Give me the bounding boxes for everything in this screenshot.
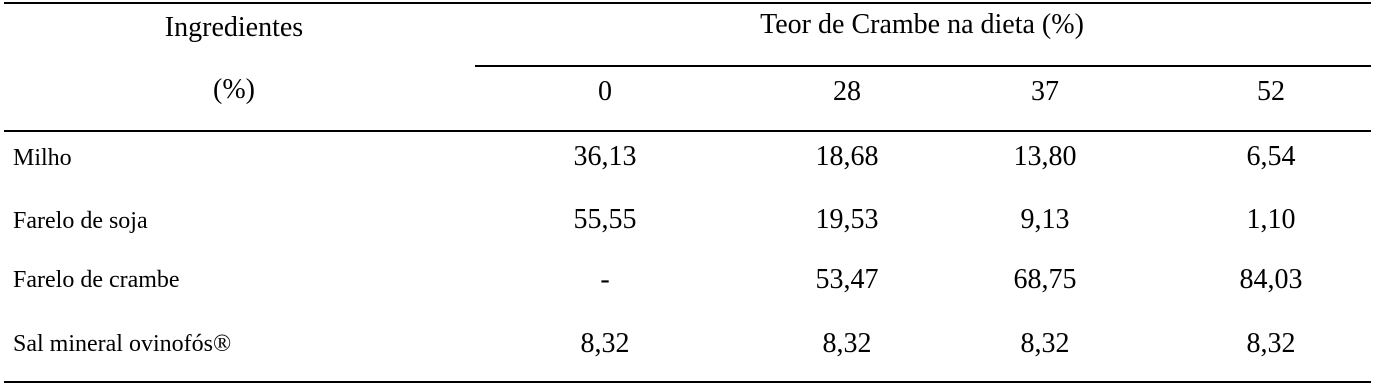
table-cell: 55,55 [573, 204, 637, 235]
row-label: Farelo de crambe [13, 267, 180, 293]
table-cell: 68,75 [1013, 264, 1077, 295]
table-cell: - [600, 264, 610, 295]
table-cell: 84,03 [1239, 264, 1303, 295]
group-header-rule [475, 65, 1371, 67]
level-header-0: 0 [598, 76, 612, 107]
table-cell: 9,13 [1020, 204, 1070, 235]
crambe-level-group-header: Teor de Crambe na dieta (%) [760, 9, 1084, 40]
level-header-52: 52 [1257, 76, 1285, 107]
table-cell: 19,53 [815, 204, 879, 235]
table-cell: 8,32 [1020, 328, 1070, 359]
table-cell: 13,80 [1013, 141, 1077, 172]
table-cell: 8,32 [1246, 328, 1296, 359]
table-cell: 6,54 [1246, 141, 1296, 172]
table-cell: 1,10 [1246, 204, 1296, 235]
table-bottom-rule [4, 381, 1371, 383]
table-cell: 8,32 [822, 328, 872, 359]
ingredients-header: Ingredientes [164, 12, 304, 43]
row-label: Farelo de soja [13, 208, 148, 234]
ingredients-unit-header: (%) [213, 74, 255, 105]
table-cell: 53,47 [815, 264, 879, 295]
row-label: Milho [13, 145, 72, 171]
table-cell: 8,32 [580, 328, 630, 359]
table-top-rule [4, 2, 1371, 4]
row-label: Sal mineral ovinofós® [13, 331, 232, 357]
header-bottom-rule [4, 130, 1371, 132]
table-cell: 18,68 [815, 141, 879, 172]
level-header-37: 37 [1031, 76, 1059, 107]
level-header-28: 28 [833, 76, 861, 107]
table-cell: 36,13 [573, 141, 637, 172]
